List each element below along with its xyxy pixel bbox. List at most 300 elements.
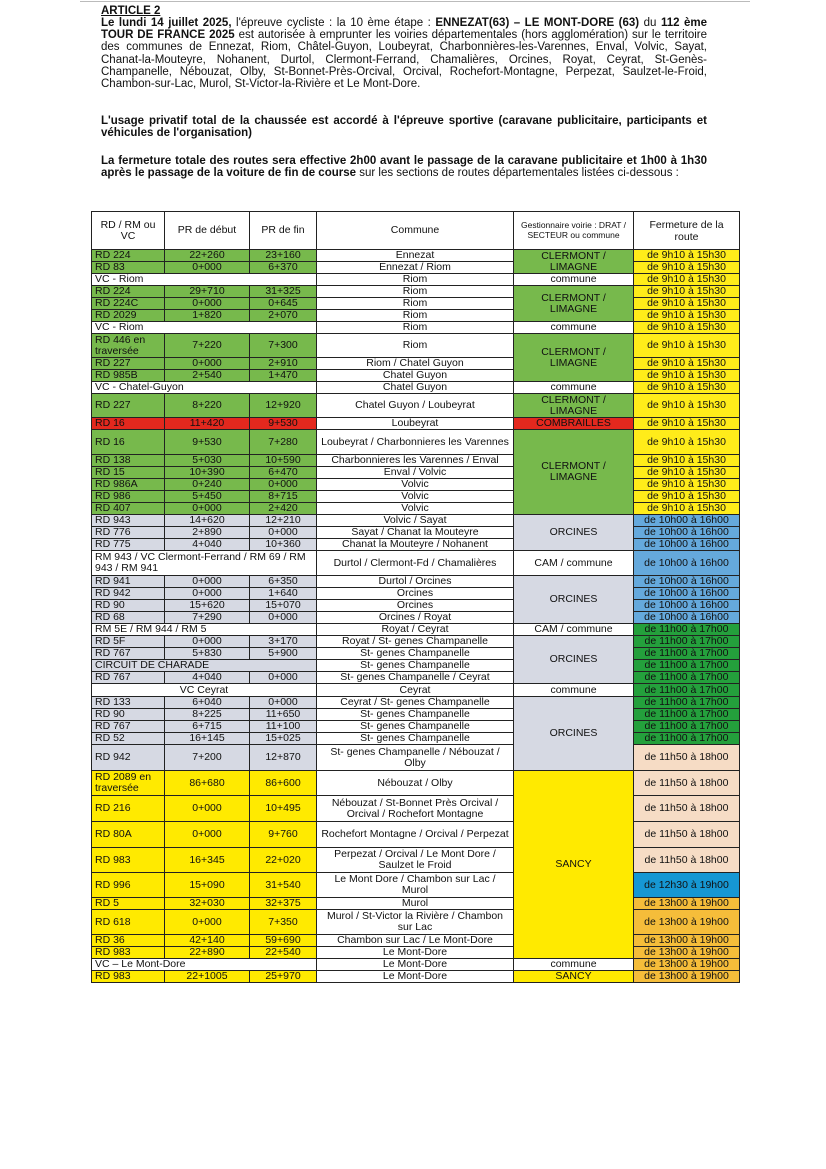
rd-cell: RD 983	[92, 947, 165, 959]
pr-fin-cell: 6+370	[250, 262, 317, 274]
rd-cell: RD 80A	[92, 822, 165, 848]
gestionnaire-cell: CLERMONT / LIMAGNE	[514, 334, 634, 382]
commune-cell: Murol	[317, 898, 514, 910]
rd-cell: RD 986A	[92, 479, 165, 491]
commune-cell: Loubeyrat / Charbonnieres les Varennes	[317, 430, 514, 455]
table-row	[92, 697, 740, 709]
table-row	[92, 771, 740, 796]
fermeture-cell: de 11h00 à 17h00	[634, 636, 740, 648]
pr-debut-cell: 2+890	[165, 527, 250, 539]
pr-fin-cell: 86+600	[250, 771, 317, 796]
table-row	[92, 576, 740, 588]
table-row	[92, 848, 740, 873]
pr-fin-cell: 11+650	[250, 709, 317, 721]
commune-cell: Riom	[317, 334, 514, 358]
rd-cell: RD 941	[92, 576, 165, 588]
pr-debut-cell: 42+140	[165, 935, 250, 947]
rd-cell: RD 224	[92, 250, 165, 262]
rd-cell: RM 943 / VC Clermont-Ferrand / RM 69 / RM 943 / RM 941	[92, 551, 317, 576]
table-row	[92, 418, 740, 430]
gestionnaire-cell: commune	[514, 684, 634, 697]
pr-debut-cell: 8+220	[165, 394, 250, 418]
fermeture-cell: de 9h10 à 15h30	[634, 467, 740, 479]
table-row	[92, 274, 740, 286]
commune-cell: Ennezat	[317, 250, 514, 262]
pr-fin-cell: 22+540	[250, 947, 317, 959]
rd-cell: RD 16	[92, 418, 165, 430]
rd-cell: RD 90	[92, 709, 165, 721]
header-rd: RD / RM ou VC	[92, 212, 165, 250]
pr-fin-cell: 0+000	[250, 612, 317, 624]
fermeture-cell: de 13h00 à 19h00	[634, 971, 740, 983]
fermeture-cell: de 10h00 à 16h00	[634, 551, 740, 576]
pr-fin-cell: 3+170	[250, 636, 317, 648]
pr-fin-cell: 59+690	[250, 935, 317, 947]
table-row	[92, 394, 740, 418]
pr-fin-cell: 7+350	[250, 910, 317, 935]
rd-cell: RD 767	[92, 721, 165, 733]
pr-debut-cell: 7+220	[165, 334, 250, 358]
commune-cell: Volvic	[317, 503, 514, 515]
rd-cell: RD 216	[92, 796, 165, 822]
commune-cell: Royat / Ceyrat	[317, 624, 514, 636]
commune-cell: Durtol / Clermont-Fd / Chamalières	[317, 551, 514, 576]
rd-cell: RD 446 en traversée	[92, 334, 165, 358]
table-row	[92, 358, 740, 370]
table-row	[92, 430, 740, 455]
article-title: ARTICLE 2	[101, 5, 161, 17]
commune-cell: St- genes Champanelle / Ceyrat	[317, 672, 514, 684]
rd-cell: VC Ceyrat	[92, 684, 317, 697]
fermeture-cell: de 11h00 à 17h00	[634, 660, 740, 672]
pr-fin-cell: 31+325	[250, 286, 317, 298]
table-row	[92, 539, 740, 551]
commune-cell: Rochefort Montagne / Orcival / Perpezat	[317, 822, 514, 848]
rd-cell: RD 942	[92, 588, 165, 600]
pr-debut-cell: 0+240	[165, 479, 250, 491]
pr-debut-cell: 5+450	[165, 491, 250, 503]
fermeture-cell: de 11h50 à 18h00	[634, 771, 740, 796]
commune-cell: Chatel Guyon / Loubeyrat	[317, 394, 514, 418]
commune-cell: Le Mont Dore / Chambon sur Lac / Murol	[317, 873, 514, 898]
gestionnaire-cell: commune	[514, 322, 634, 334]
header-fermeture: Fermeture de la route	[634, 212, 740, 250]
table-row	[92, 935, 740, 947]
commune-cell: Volvic / Sayat	[317, 515, 514, 527]
rd-cell: RD 2089 en traversée	[92, 771, 165, 796]
rd-cell: RD 15	[92, 467, 165, 479]
commune-cell: St- genes Champanelle	[317, 721, 514, 733]
table-row	[92, 298, 740, 310]
rd-cell: RD 227	[92, 358, 165, 370]
gestionnaire-cell: commune	[514, 382, 634, 394]
rd-cell: RD 36	[92, 935, 165, 947]
pr-debut-cell: 10+390	[165, 467, 250, 479]
commune-cell: Chatel Guyon	[317, 382, 514, 394]
commune-cell: Loubeyrat	[317, 418, 514, 430]
fermeture-cell: de 9h10 à 15h30	[634, 250, 740, 262]
rd-cell: RD 985B	[92, 370, 165, 382]
gestionnaire-cell: CLERMONT / LIMAGNE	[514, 430, 634, 515]
pr-fin-cell: 6+350	[250, 576, 317, 588]
fermeture-cell: de 12h30 à 19h00	[634, 873, 740, 898]
rd-cell: RD 775	[92, 539, 165, 551]
rd-cell: RD 16	[92, 430, 165, 455]
rd-cell: RD 767	[92, 648, 165, 660]
pr-debut-cell: 0+000	[165, 588, 250, 600]
pr-fin-cell: 5+900	[250, 648, 317, 660]
pr-debut-cell: 0+000	[165, 576, 250, 588]
pr-debut-cell: 5+830	[165, 648, 250, 660]
gestionnaire-cell: commune	[514, 274, 634, 286]
pr-fin-cell: 25+970	[250, 971, 317, 983]
table-row	[92, 898, 740, 910]
fermeture-cell: de 11h50 à 18h00	[634, 745, 740, 771]
commune-cell: Orcines	[317, 600, 514, 612]
fermeture-cell: de 9h10 à 15h30	[634, 479, 740, 491]
fermeture-cell: de 9h10 à 15h30	[634, 455, 740, 467]
table-row	[92, 527, 740, 539]
fermeture-cell: de 11h50 à 18h00	[634, 848, 740, 873]
pr-fin-cell: 2+910	[250, 358, 317, 370]
commune-cell: Chanat la Mouteyre / Nohanent	[317, 539, 514, 551]
pr-debut-cell: 7+200	[165, 745, 250, 771]
pr-fin-cell: 23+160	[250, 250, 317, 262]
table-row	[92, 551, 740, 576]
pr-debut-cell: 22+1005	[165, 971, 250, 983]
commune-cell: Ceyrat / St- genes Champanelle	[317, 697, 514, 709]
rd-cell: RD 942	[92, 745, 165, 771]
table-row	[92, 959, 740, 971]
pr-debut-cell: 0+000	[165, 503, 250, 515]
fermeture-cell: de 11h00 à 17h00	[634, 709, 740, 721]
rd-cell: CIRCUIT DE CHARADE	[92, 660, 317, 672]
rd-cell: RD 618	[92, 910, 165, 935]
header-gestionnaire: Gestionnaire voirie : DRAT / SECTEUR ou commune	[514, 212, 634, 250]
table-row	[92, 382, 740, 394]
rd-cell: RD 2029	[92, 310, 165, 322]
fermeture-cell: de 9h10 à 15h30	[634, 503, 740, 515]
rd-cell: VC - Riom	[92, 322, 317, 334]
commune-cell: Orcines / Royat	[317, 612, 514, 624]
table-row	[92, 822, 740, 848]
table-row	[92, 709, 740, 721]
table-row	[92, 684, 740, 697]
fermeture-cell: de 10h00 à 16h00	[634, 576, 740, 588]
fermeture-cell: de 13h00 à 19h00	[634, 959, 740, 971]
fermeture-cell: de 9h10 à 15h30	[634, 430, 740, 455]
pr-fin-cell: 15+025	[250, 733, 317, 745]
gestionnaire-cell: ORCINES	[514, 515, 634, 551]
commune-cell: St- genes Champanelle	[317, 648, 514, 660]
pr-fin-cell: 12+210	[250, 515, 317, 527]
pr-debut-cell: 6+715	[165, 721, 250, 733]
fermeture-cell: de 11h00 à 17h00	[634, 624, 740, 636]
table-row	[92, 636, 740, 648]
header-commune: Commune	[317, 212, 514, 250]
pr-fin-cell: 7+280	[250, 430, 317, 455]
gestionnaire-cell: commune	[514, 959, 634, 971]
gestionnaire-cell: SANCY	[514, 971, 634, 983]
commune-cell: Riom	[317, 322, 514, 334]
gestionnaire-cell: CLERMONT / LIMAGNE	[514, 250, 634, 274]
gestionnaire-cell: CAM / commune	[514, 551, 634, 576]
rd-cell: RD 5	[92, 898, 165, 910]
table-row	[92, 733, 740, 745]
fermeture-cell: de 9h10 à 15h30	[634, 310, 740, 322]
pr-fin-cell: 32+375	[250, 898, 317, 910]
pr-fin-cell: 12+920	[250, 394, 317, 418]
rd-cell: RD 407	[92, 503, 165, 515]
table-row	[92, 588, 740, 600]
gestionnaire-cell: COMBRAILLES	[514, 418, 634, 430]
table-row	[92, 479, 740, 491]
pr-fin-cell: 22+020	[250, 848, 317, 873]
table-row	[92, 910, 740, 935]
pr-debut-cell: 8+225	[165, 709, 250, 721]
pr-debut-cell: 5+030	[165, 455, 250, 467]
rd-cell: VC - Chatel-Guyon	[92, 382, 317, 394]
rd-cell: RD 227	[92, 394, 165, 418]
table-row	[92, 971, 740, 983]
rd-cell: RD 767	[92, 672, 165, 684]
pr-fin-cell: 0+645	[250, 298, 317, 310]
rd-cell: RD 943	[92, 515, 165, 527]
table-row	[92, 600, 740, 612]
commune-cell: Le Mont-Dore	[317, 947, 514, 959]
rd-cell: RD 52	[92, 733, 165, 745]
commune-cell: Volvic	[317, 491, 514, 503]
commune-cell: Riom / Chatel Guyon	[317, 358, 514, 370]
pr-debut-cell: 4+040	[165, 672, 250, 684]
top-rule	[80, 1, 750, 2]
fermeture-cell: de 11h00 à 17h00	[634, 733, 740, 745]
pr-fin-cell: 10+360	[250, 539, 317, 551]
commune-cell: Ceyrat	[317, 684, 514, 697]
commune-cell: Riom	[317, 274, 514, 286]
commune-cell: Chambon sur Lac / Le Mont-Dore	[317, 935, 514, 947]
rd-cell: RD 983	[92, 971, 165, 983]
fermeture-cell: de 9h10 à 15h30	[634, 262, 740, 274]
paragraph-closure: La fermeture totale des routes sera effective 2h00 avant le passage de la caravane publicitaire et 1h00 à 1h30 après le passage de la voiture de fin de course sur les sections de routes départementales listées ci-dessous :	[101, 155, 707, 180]
paragraph-authorization: Le lundi 14 juillet 2025, l'épreuve cycliste : la 10 ème étape : ENNEZAT(63) – LE MONT-DORE (63) du 112 ème TOUR DE FRANCE 2025 est autorisée à emprunter les voiries départementales (hors agglomération) sur le territoire des communes de Ennezat, Riom, Châtel-Guyon, Loubeyrat, Charbonnières-les-Varennes, Enval, Volvic, Sayat, Chanat-la-Mouteyre, Nohanent, Durtol, Clermont-Ferrand, Chamalières, Orcines, Royat, Ceyrat, St-Genès-Champanelle, Nébouzat, Olby, St-Bonnet-Près-Orcival, Orcival, Rochefort-Montagne, Perpezat, Saulzet-le-Froid, Chambon-sur-Lac, Murol, St-Victor-la-Rivière et Le Mont-Dore.	[101, 17, 708, 91]
pr-debut-cell: 7+290	[165, 612, 250, 624]
table-row	[92, 310, 740, 322]
header-pr-fin: PR de fin	[250, 212, 317, 250]
commune-cell: Nébouzat / Olby	[317, 771, 514, 796]
commune-cell: Durtol / Orcines	[317, 576, 514, 588]
fermeture-cell: de 13h00 à 19h00	[634, 947, 740, 959]
fermeture-cell: de 13h00 à 19h00	[634, 910, 740, 935]
pr-fin-cell: 0+000	[250, 479, 317, 491]
pr-debut-cell: 22+890	[165, 947, 250, 959]
fermeture-cell: de 9h10 à 15h30	[634, 334, 740, 358]
rd-cell: RD 138	[92, 455, 165, 467]
fermeture-cell: de 13h00 à 19h00	[634, 898, 740, 910]
fermeture-cell: de 9h10 à 15h30	[634, 274, 740, 286]
pr-debut-cell: 4+040	[165, 539, 250, 551]
table-row	[92, 796, 740, 822]
pr-debut-cell: 0+000	[165, 262, 250, 274]
fermeture-cell: de 11h00 à 17h00	[634, 648, 740, 660]
fermeture-cell: de 10h00 à 16h00	[634, 612, 740, 624]
table-row	[92, 648, 740, 660]
pr-debut-cell: 15+620	[165, 600, 250, 612]
pr-debut-cell: 0+000	[165, 822, 250, 848]
gestionnaire-cell: ORCINES	[514, 636, 634, 684]
pr-debut-cell: 32+030	[165, 898, 250, 910]
commune-cell: Enval / Volvic	[317, 467, 514, 479]
pr-fin-cell: 8+715	[250, 491, 317, 503]
fermeture-cell: de 9h10 à 15h30	[634, 286, 740, 298]
fermeture-cell: de 10h00 à 16h00	[634, 539, 740, 551]
fermeture-cell: de 9h10 à 15h30	[634, 358, 740, 370]
rd-cell: RD 5F	[92, 636, 165, 648]
paragraph-private-use: L'usage privatif total de la chaussée est accordé à l'épreuve sportive (caravane publicitaire, participants et véhicules de l'organisation)	[101, 115, 707, 140]
fermeture-cell: de 9h10 à 15h30	[634, 298, 740, 310]
pr-fin-cell: 0+000	[250, 672, 317, 684]
table-row	[92, 286, 740, 298]
pr-debut-cell: 0+000	[165, 358, 250, 370]
rd-cell: RD 983	[92, 848, 165, 873]
table-row	[92, 624, 740, 636]
pr-debut-cell: 29+710	[165, 286, 250, 298]
rd-cell: RD 776	[92, 527, 165, 539]
fermeture-cell: de 9h10 à 15h30	[634, 322, 740, 334]
fermeture-cell: de 9h10 à 15h30	[634, 394, 740, 418]
pr-fin-cell: 9+760	[250, 822, 317, 848]
commune-cell: Perpezat / Orcival / Le Mont Dore / Saulzet le Froid	[317, 848, 514, 873]
road-closure-table	[91, 211, 740, 983]
pr-fin-cell: 31+540	[250, 873, 317, 898]
table-row	[92, 745, 740, 771]
pr-fin-cell: 0+000	[250, 697, 317, 709]
pr-debut-cell: 16+145	[165, 733, 250, 745]
pr-fin-cell: 9+530	[250, 418, 317, 430]
gestionnaire-cell: SANCY	[514, 771, 634, 959]
pr-debut-cell: 14+620	[165, 515, 250, 527]
fermeture-cell: de 11h00 à 17h00	[634, 684, 740, 697]
pr-debut-cell: 0+000	[165, 298, 250, 310]
table-row	[92, 334, 740, 358]
commune-cell: Charbonnieres les Varennes / Enval	[317, 455, 514, 467]
commune-cell: Orcines	[317, 588, 514, 600]
commune-cell: St- genes Champanelle / Nébouzat / Olby	[317, 745, 514, 771]
fermeture-cell: de 11h00 à 17h00	[634, 721, 740, 733]
rd-cell: VC – Le Mont-Dore	[92, 959, 317, 971]
rd-cell: RD 224C	[92, 298, 165, 310]
pr-debut-cell: 15+090	[165, 873, 250, 898]
table-row	[92, 491, 740, 503]
table-row	[92, 721, 740, 733]
pr-debut-cell: 0+000	[165, 796, 250, 822]
commune-cell: St- genes Champanelle	[317, 660, 514, 672]
commune-cell: St- genes Champanelle	[317, 733, 514, 745]
pr-fin-cell: 1+470	[250, 370, 317, 382]
pr-debut-cell: 1+820	[165, 310, 250, 322]
pr-fin-cell: 10+590	[250, 455, 317, 467]
commune-cell: Riom	[317, 298, 514, 310]
fermeture-cell: de 11h00 à 17h00	[634, 672, 740, 684]
pr-fin-cell: 6+470	[250, 467, 317, 479]
commune-cell: Royat / St- genes Champanelle	[317, 636, 514, 648]
pr-fin-cell: 7+300	[250, 334, 317, 358]
fermeture-cell: de 9h10 à 15h30	[634, 418, 740, 430]
pr-debut-cell: 0+000	[165, 910, 250, 935]
fermeture-cell: de 10h00 à 16h00	[634, 515, 740, 527]
commune-cell: Le Mont-Dore	[317, 959, 514, 971]
rd-cell: RD 224	[92, 286, 165, 298]
pr-debut-cell: 6+040	[165, 697, 250, 709]
pr-fin-cell: 11+100	[250, 721, 317, 733]
table-row	[92, 467, 740, 479]
fermeture-cell: de 9h10 à 15h30	[634, 382, 740, 394]
pr-fin-cell: 1+640	[250, 588, 317, 600]
commune-cell: St- genes Champanelle	[317, 709, 514, 721]
pr-fin-cell: 0+000	[250, 527, 317, 539]
pr-debut-cell: 11+420	[165, 418, 250, 430]
gestionnaire-cell: CLERMONT / LIMAGNE	[514, 394, 634, 418]
pr-debut-cell: 0+000	[165, 636, 250, 648]
table-header-row	[92, 212, 740, 250]
fermeture-cell: de 11h00 à 17h00	[634, 697, 740, 709]
gestionnaire-cell: ORCINES	[514, 576, 634, 624]
fermeture-cell: de 13h00 à 19h00	[634, 935, 740, 947]
commune-cell: Riom	[317, 310, 514, 322]
commune-cell: Le Mont-Dore	[317, 971, 514, 983]
rd-cell: RD 986	[92, 491, 165, 503]
pr-fin-cell: 10+495	[250, 796, 317, 822]
fermeture-cell: de 10h00 à 16h00	[634, 600, 740, 612]
commune-cell: Murol / St-Victor la Rivière / Chambon sur Lac	[317, 910, 514, 935]
commune-cell: Riom	[317, 286, 514, 298]
fermeture-cell: de 10h00 à 16h00	[634, 588, 740, 600]
pr-fin-cell: 2+420	[250, 503, 317, 515]
rd-cell: RD 133	[92, 697, 165, 709]
fermeture-cell: de 10h00 à 16h00	[634, 527, 740, 539]
pr-debut-cell: 16+345	[165, 848, 250, 873]
table-row	[92, 250, 740, 262]
gestionnaire-cell: CLERMONT / LIMAGNE	[514, 286, 634, 322]
table-row	[92, 672, 740, 684]
table-row	[92, 515, 740, 527]
rd-cell: RD 90	[92, 600, 165, 612]
rd-cell: RM 5E / RM 944 / RM 5	[92, 624, 317, 636]
pr-fin-cell: 2+070	[250, 310, 317, 322]
pr-fin-cell: 12+870	[250, 745, 317, 771]
table-row	[92, 947, 740, 959]
pr-fin-cell: 15+070	[250, 600, 317, 612]
commune-cell: Sayat / Chanat la Mouteyre	[317, 527, 514, 539]
pr-debut-cell: 9+530	[165, 430, 250, 455]
fermeture-cell: de 9h10 à 15h30	[634, 370, 740, 382]
table-row	[92, 873, 740, 898]
table-row	[92, 262, 740, 274]
pr-debut-cell: 22+260	[165, 250, 250, 262]
header-pr-debut: PR de début	[165, 212, 250, 250]
table-row	[92, 322, 740, 334]
gestionnaire-cell: CAM / commune	[514, 624, 634, 636]
rd-cell: VC - Riom	[92, 274, 317, 286]
table-row	[92, 503, 740, 515]
table-row	[92, 612, 740, 624]
rd-cell: RD 996	[92, 873, 165, 898]
fermeture-cell: de 11h50 à 18h00	[634, 796, 740, 822]
commune-cell: Chatel Guyon	[317, 370, 514, 382]
table-row	[92, 370, 740, 382]
commune-cell: Ennezat / Riom	[317, 262, 514, 274]
rd-cell: RD 83	[92, 262, 165, 274]
